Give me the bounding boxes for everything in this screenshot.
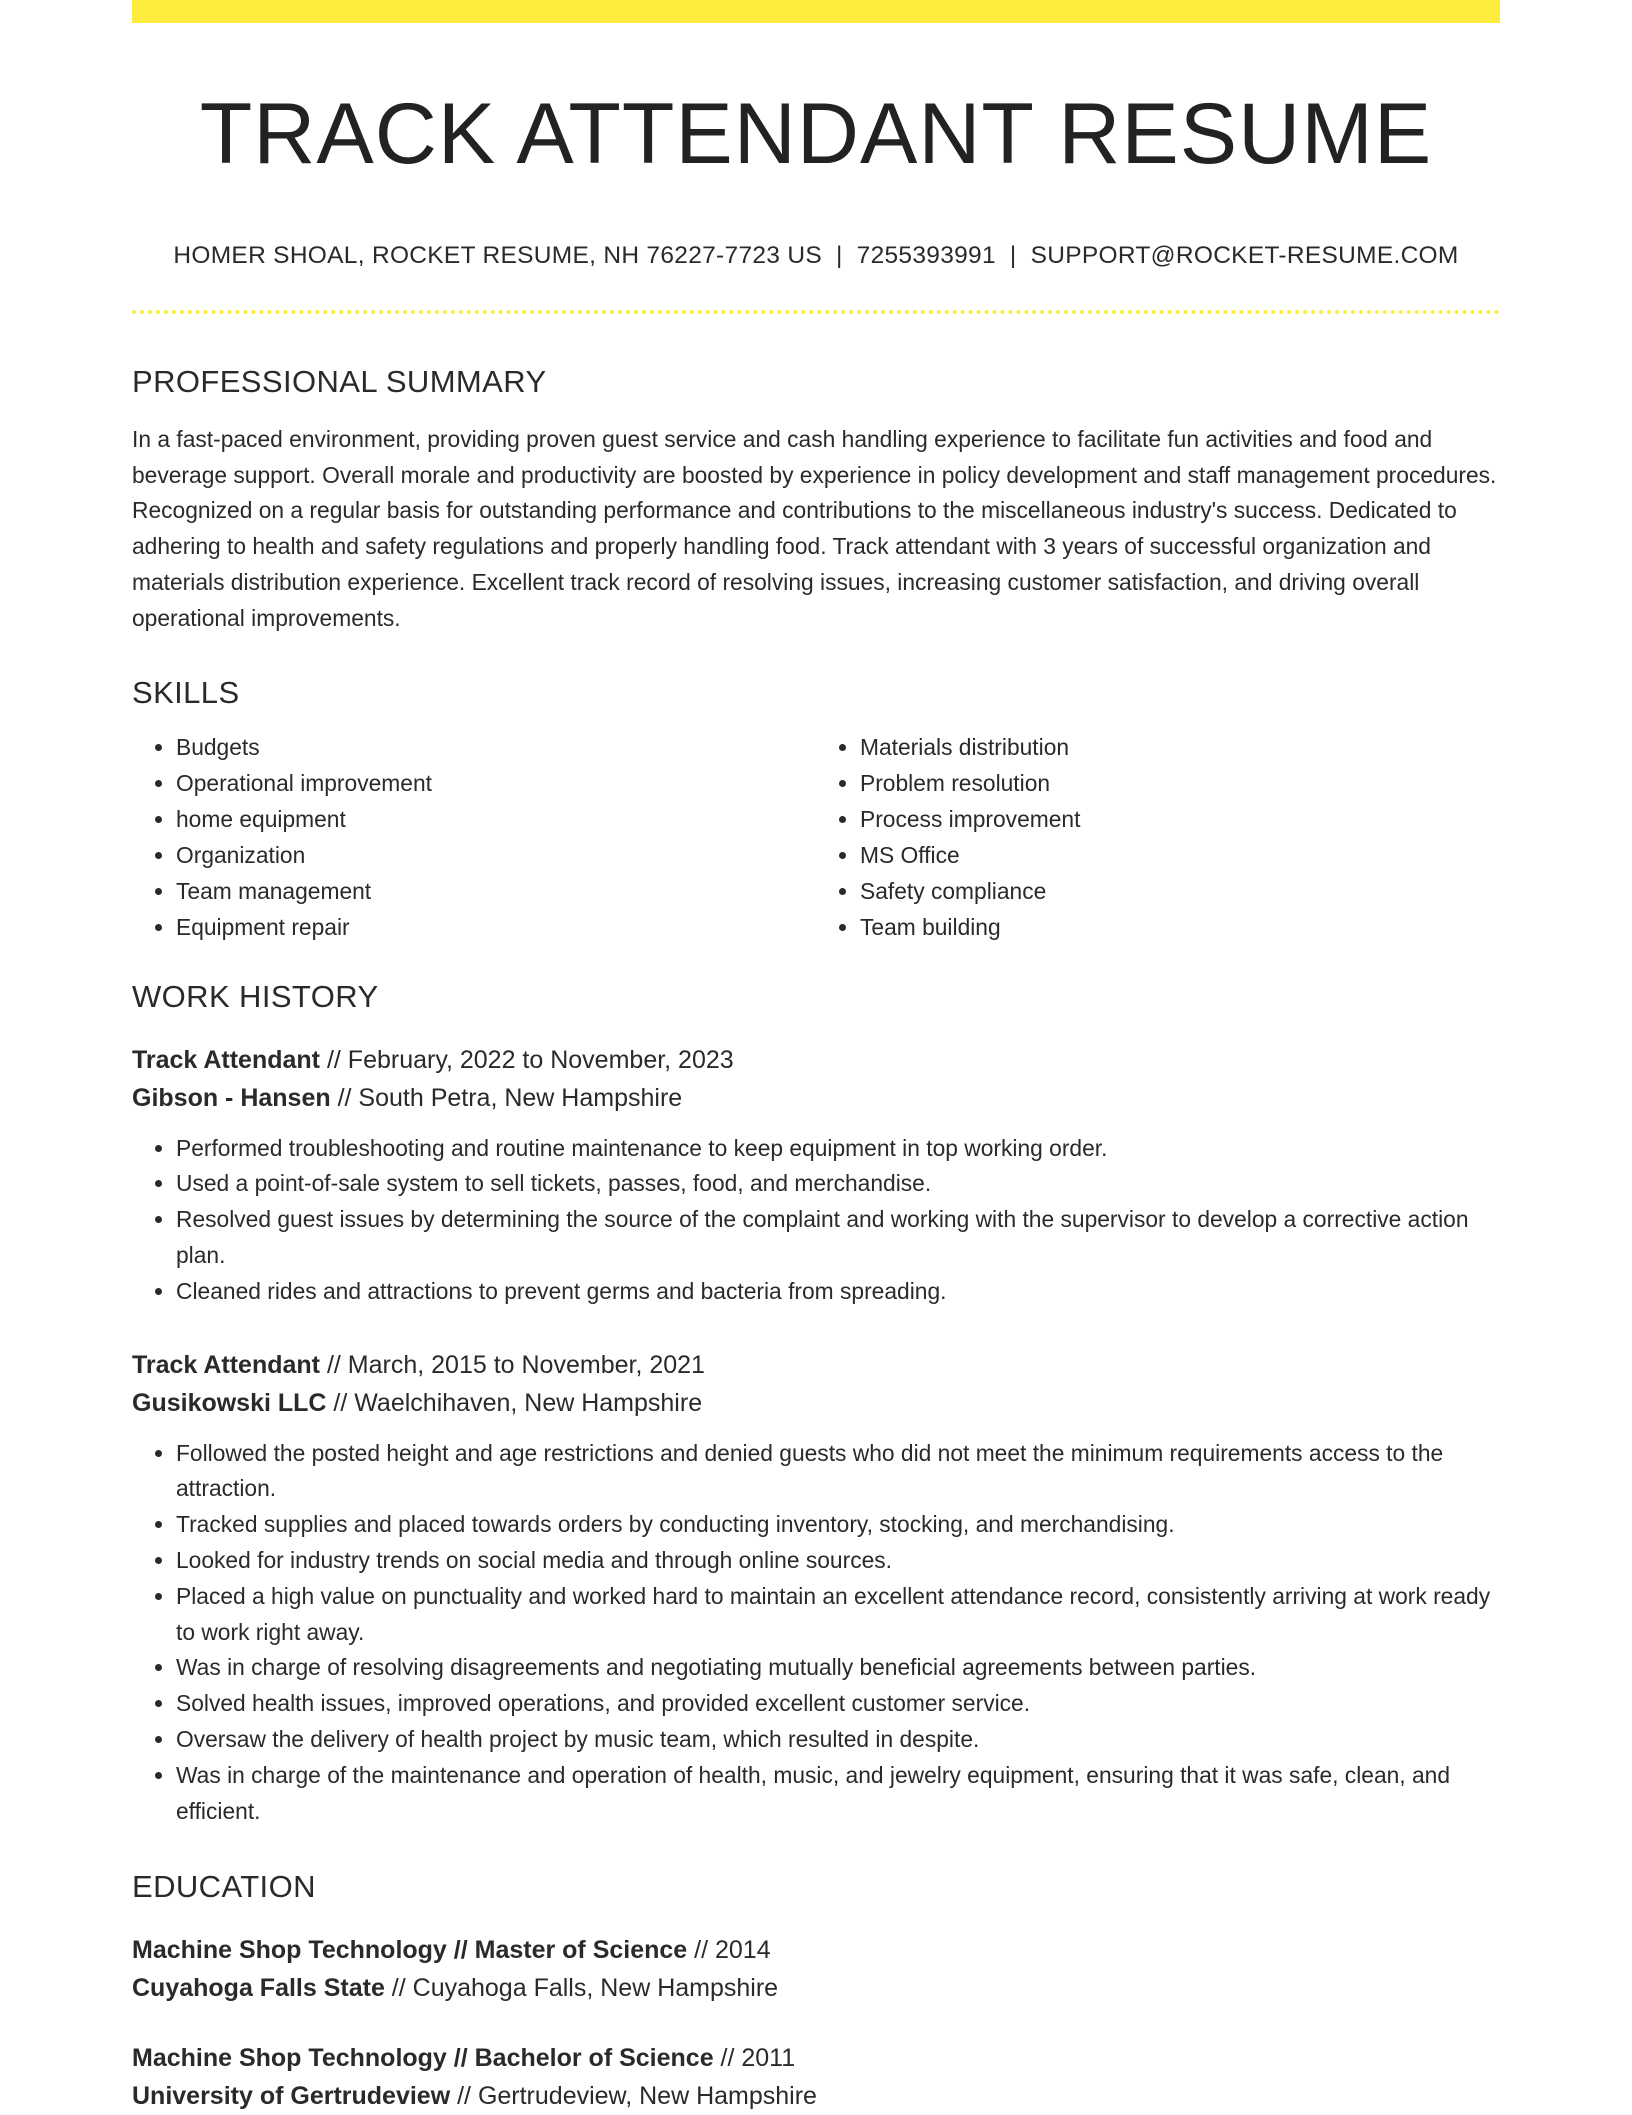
- job-company: Gibson - Hansen: [132, 1083, 331, 1112]
- job-bullets: [132, 1131, 1500, 1310]
- skill-item: • Team management: [176, 873, 816, 909]
- skills-column-right: [816, 729, 1500, 945]
- skills-heading: SKILLS: [132, 674, 240, 710]
- skills-column-left: [132, 729, 816, 945]
- job-bullet: • Tracked supplies and placed towards orders by conducting inventory, stocking, and merchandising.: [176, 1507, 1500, 1543]
- contact-email[interactable]: SUPPORT@ROCKET-RESUME.COM: [1030, 241, 1459, 269]
- job-dates: // March, 2015 to November, 2021: [320, 1350, 705, 1379]
- contact-separator: |: [835, 241, 843, 269]
- skill-item: • Team building: [860, 909, 1500, 945]
- job-title-line: [132, 1041, 1500, 1079]
- education-degree: Machine Shop Technology // Bachelor of Science: [132, 2044, 714, 2073]
- education-entry: [132, 1931, 1500, 2007]
- education-year: // 2011: [713, 2044, 796, 2073]
- job-bullet: • Oversaw the delivery of health project by music team, which resulted in despite.: [176, 1722, 1500, 1758]
- job-bullet: • Was in charge of resolving disagreements and negotiating mutually beneficial agreements between parties.: [176, 1650, 1500, 1686]
- job-bullets: [132, 1436, 1500, 1830]
- job-bullet: • Resolved guest issues by determining the source of the complaint and working with the supervisor to develop a corrective action plan.: [176, 1202, 1500, 1274]
- job-company: Gusikowski LLC: [132, 1388, 327, 1417]
- skill-item: • Problem resolution: [860, 765, 1500, 801]
- skill-item: • Organization: [176, 837, 816, 873]
- skill-item: • MS Office: [860, 837, 1500, 873]
- job-title: Track Attendant: [132, 1045, 321, 1074]
- education-school: University of Gertrudeview: [132, 2082, 451, 2111]
- summary-heading: PROFESSIONAL SUMMARY: [132, 363, 547, 399]
- job-bullet: • Cleaned rides and attractions to prevent germs and bacteria from spreading.: [176, 1274, 1500, 1310]
- job-bullet: • Was in charge of the maintenance and operation of health, music, and jewelry equipment, ensuring that it was safe, clean, and efficient.: [176, 1758, 1500, 1830]
- job-title: Track Attendant: [132, 1350, 321, 1379]
- education-year: // 2014: [687, 1936, 771, 1965]
- job-entry: [132, 1041, 1500, 1310]
- job-bullet: • Placed a high value on punctuality and worked hard to maintain an excellent attendance record, consistently arriving at work ready to work right away.: [176, 1579, 1500, 1651]
- education-location: // Cuyahoga Falls, New Hampshire: [384, 1974, 779, 2003]
- education-school: Cuyahoga Falls State: [132, 1974, 385, 2003]
- job-bullet: • Looked for industry trends on social media and through online sources.: [176, 1543, 1500, 1579]
- job-bullet: • Solved health issues, improved operations, and provided excellent customer service.: [176, 1686, 1500, 1722]
- contact-line: [132, 242, 1500, 270]
- job-entry: [132, 1346, 1500, 1830]
- skill-item: • Safety compliance: [860, 873, 1500, 909]
- summary-text: In a fast-paced environment, providing proven guest service and cash handling experience to facilitate fun activities and food and beverage support. Overall morale and productivity are boosted by experience in policy development and staff management procedures. Recognized on a regular basis for outstanding performance and contributions to the miscellaneous industry's success. Dedicated to adhering to health and safety regulations and properly handling food. Track attendant with 3 years of successful organization and materials distribution experience. Excellent track record of resolving issues, increasing customer satisfaction, and driving overall operational improvements.: [132, 425, 1497, 631]
- skill-item: • Process improvement: [860, 801, 1500, 837]
- job-company-line: [132, 1079, 1500, 1117]
- contact-separator: |: [1009, 241, 1017, 269]
- skill-item: • home equipment: [176, 801, 816, 837]
- dotted-divider: [132, 310, 1500, 314]
- resume-title: TRACK ATTENDANT RESUME: [199, 86, 1433, 182]
- education-heading: EDUCATION: [132, 1869, 316, 1905]
- job-bullet: • Followed the posted height and age restrictions and denied guests who did not meet the minimum requirements access to the attraction.: [176, 1436, 1500, 1508]
- education-degree-line: [132, 1931, 1500, 1969]
- skill-item: • Equipment repair: [176, 909, 816, 945]
- job-dates: // February, 2022 to November, 2023: [320, 1045, 734, 1074]
- skill-item: • Operational improvement: [176, 765, 816, 801]
- education-school-line: [132, 1969, 1500, 2007]
- education-entry: [132, 2039, 1500, 2115]
- job-location: // South Petra, New Hampshire: [330, 1083, 683, 1112]
- skill-item: • Materials distribution: [860, 729, 1500, 765]
- contact-address: HOMER SHOAL, ROCKET RESUME, NH 76227-7723 US: [173, 241, 822, 269]
- education-location: // Gertrudeview, New Hampshire: [450, 2082, 817, 2111]
- skills-list: [132, 729, 1500, 945]
- job-bullet: • Performed troubleshooting and routine maintenance to keep equipment in top working order.: [176, 1131, 1500, 1167]
- education-degree: Machine Shop Technology // Master of Science: [132, 1936, 688, 1965]
- work-history-heading: WORK HISTORY: [132, 978, 379, 1014]
- education-school-line: [132, 2077, 1500, 2115]
- education-degree-line: [132, 2039, 1500, 2077]
- accent-top-bar: [132, 0, 1500, 23]
- job-bullet: • Used a point-of-sale system to sell tickets, passes, food, and merchandise.: [176, 1166, 1500, 1202]
- job-company-line: [132, 1384, 1500, 1422]
- resume-page: [132, 0, 1500, 2115]
- job-title-line: [132, 1346, 1500, 1384]
- job-location: // Waelchihaven, New Hampshire: [326, 1388, 703, 1417]
- contact-phone: 7255393991: [856, 241, 996, 269]
- skill-item: • Budgets: [176, 729, 816, 765]
